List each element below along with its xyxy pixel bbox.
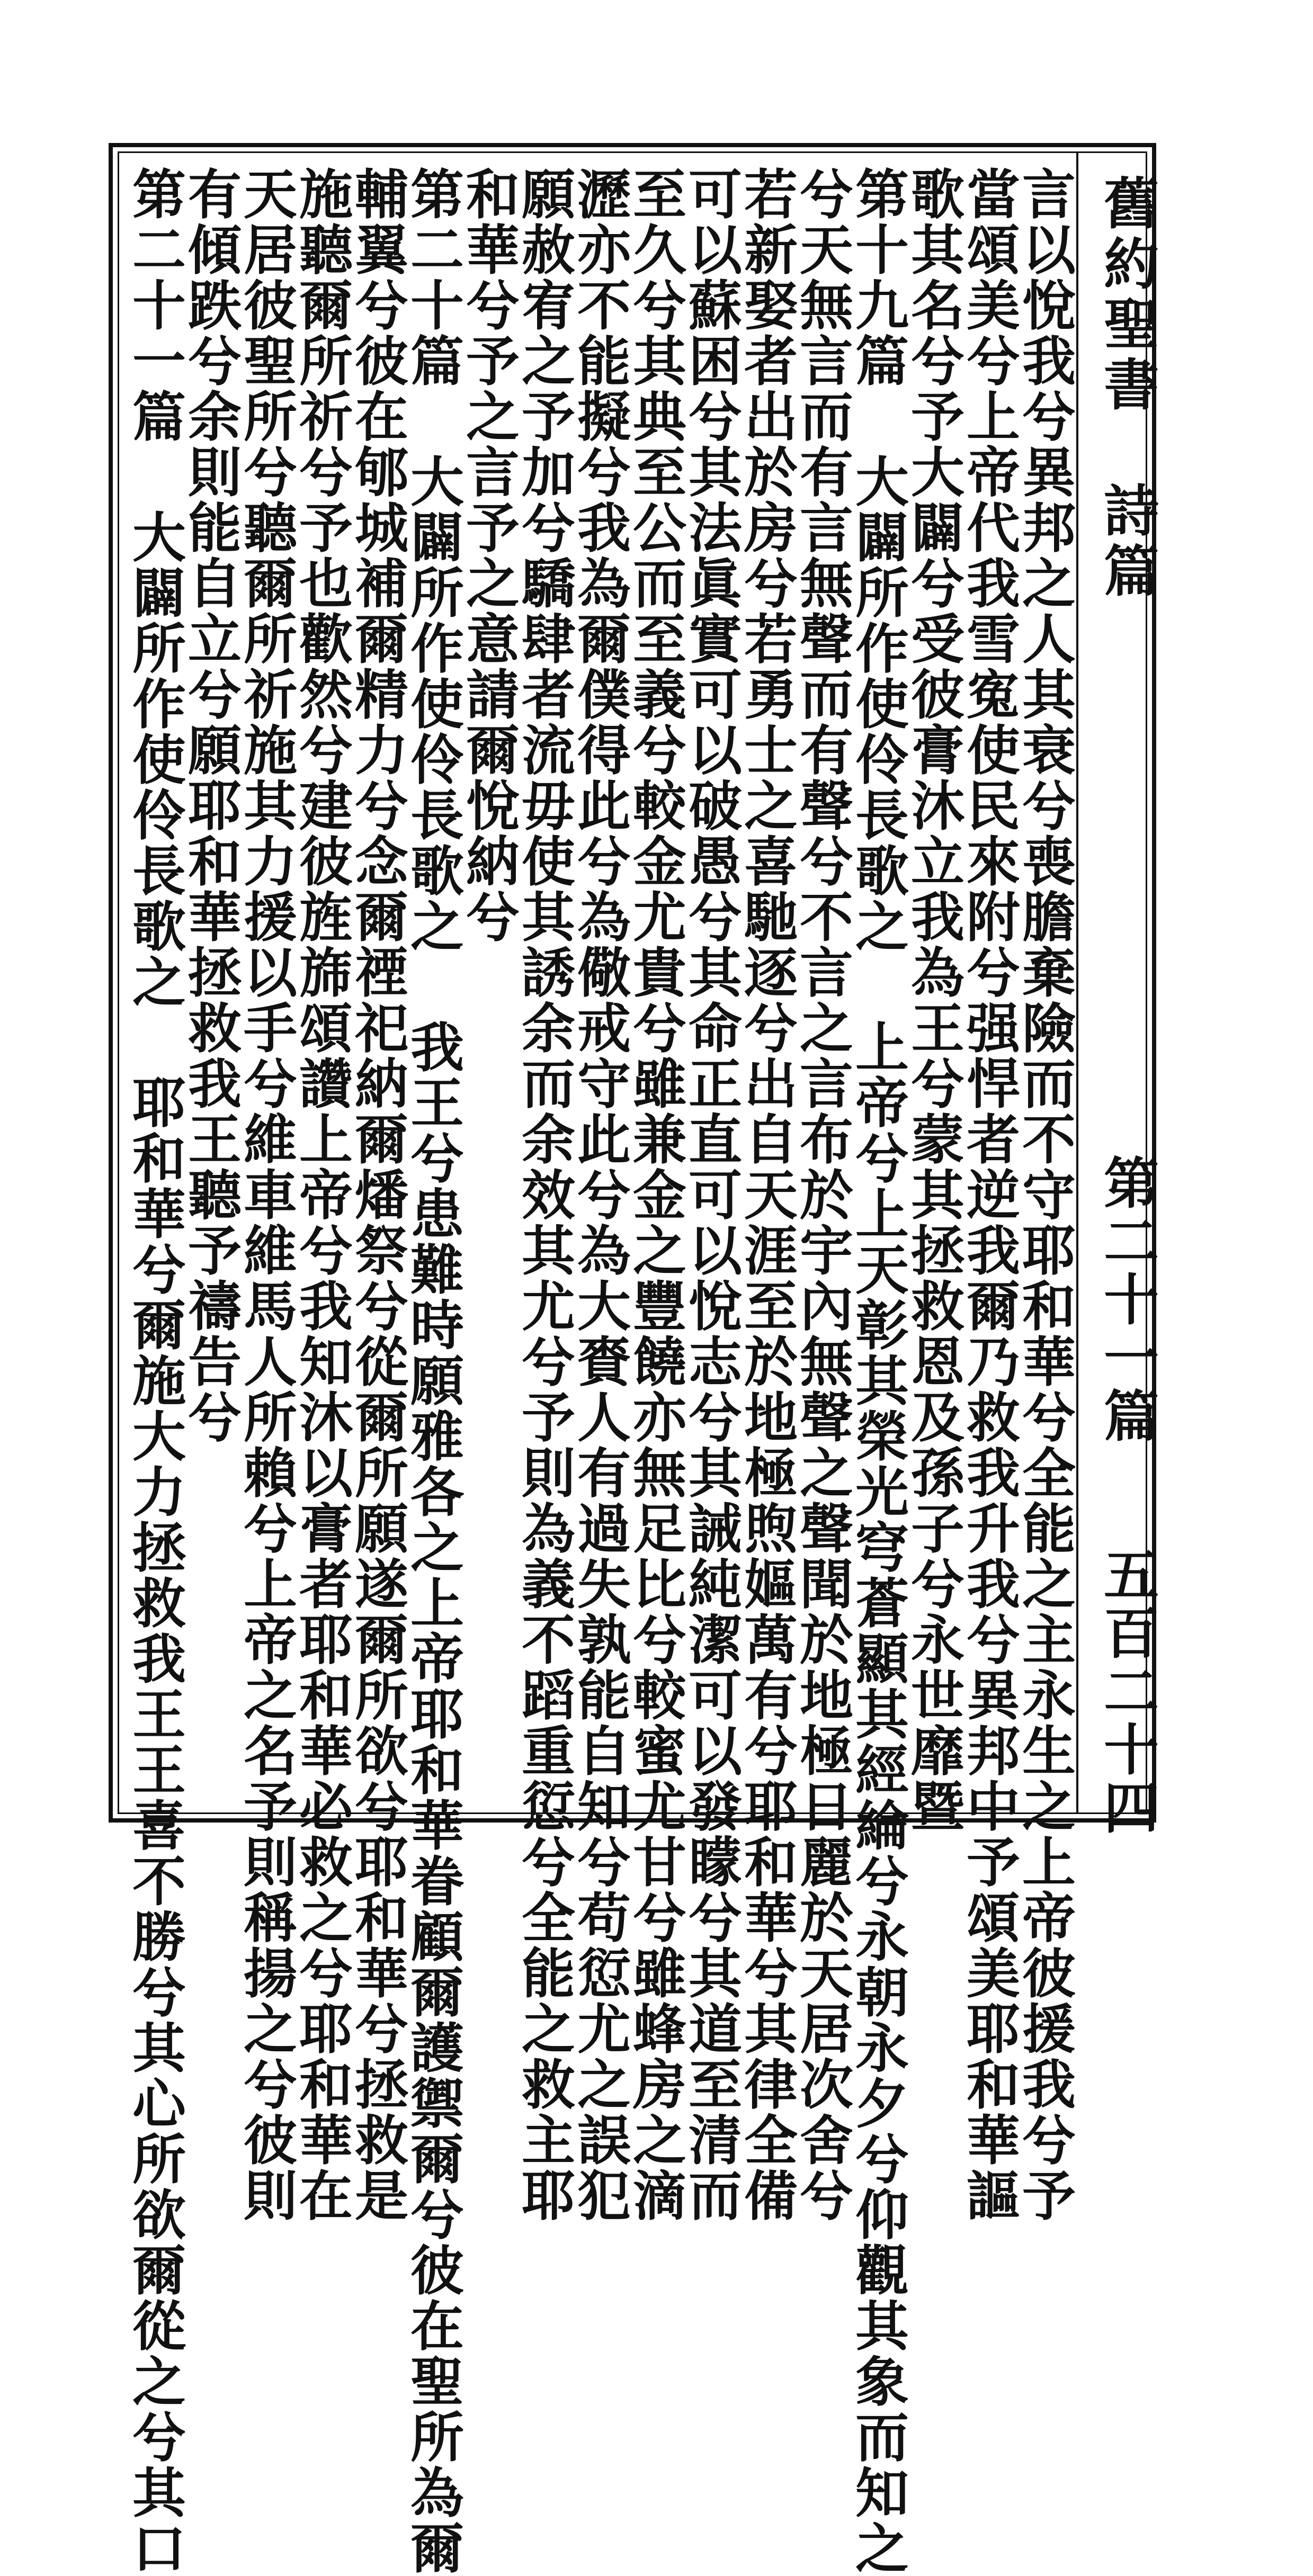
- header-divider: [1076, 151, 1078, 1814]
- text-column: 瀝亦不能擬兮我為爾僕得此兮為儆戒守此兮為大賚人有過失孰能自知兮苟愆尤之誤犯: [568, 166, 631, 2223]
- text-column: 和華兮予之言予之意請爾悅納兮: [457, 166, 520, 945]
- psalm-21-heading-column: 第二十一篇 大闢所作使伶長歌之 耶和華兮爾施大力拯救我王王喜不勝兮其心所欲爾從之兮其口: [123, 166, 186, 2576]
- text-column: 歌其名兮予大闢兮受彼膏沐立我為王兮蒙其拯救恩及孫子兮永世靡暨: [902, 166, 965, 1834]
- text-column: 願赦宥之予加兮驕肆者流毋使其誘余而余效其尤兮予則為義不蹈重愆兮全能之救主耶: [513, 166, 576, 2223]
- text-column: 有傾跌兮余則能自立兮願耶和華拯救我王聽予禱告兮: [179, 166, 242, 1445]
- text-column: 輔翼兮彼在郇城補爾精力兮念爾禋祀納爾燔祭兮從爾所願遂爾所欲兮耶和華兮拯救是: [346, 166, 409, 2223]
- chapter-title: 第二十一篇: [1094, 1154, 1159, 1446]
- text-column: 當頌美兮上帝代我雪寃使民來附兮强悍者逆我爾乃救我升我兮異邦中予頌美耶和華謳: [958, 166, 1021, 2223]
- text-column: 兮天無言而有言無聲而有聲兮不言之言布於宇內無聲之聲聞於地極日麗於天居次舍兮: [791, 166, 854, 2223]
- text-column: 至久兮其典至公而至義兮較金尤貴兮雖兼金之豐饒亦無足比兮較蜜尤甘兮雖蜂房之滴: [624, 166, 687, 2223]
- text-column: 施聽爾所祈兮予也歡然兮建彼旌旆頌讚上帝兮我知沐以膏者耶和華必救之兮耶和華在: [290, 166, 353, 2223]
- book-title: 舊約聖書: [1094, 175, 1159, 416]
- text-column: 天居彼聖所兮聽爾所祈施其力援以手兮維車維馬人所賴兮上帝之名予則稱揚之兮彼則: [235, 166, 298, 2223]
- text-body: [123, 159, 1076, 2576]
- psalm-19-heading-column: 第十九篇 大闢所作使伶長歌之 上帝兮上天彰其榮光穹蒼顯其經綸兮永朝永夕兮仰觀其象而知之: [846, 166, 909, 2576]
- text-column: 若新娶者出於房兮若勇士之喜馳逐兮出自天涯至於地極煦嫗萬有兮耶和華兮其律全備: [735, 166, 798, 2223]
- text-column: 可以蘇困兮其法眞實可以破愚兮其命正直可以悅志兮其誡純潔可以發矇兮其道至清而: [680, 166, 743, 2223]
- section-title: 詩篇: [1094, 482, 1159, 603]
- text-column: 言以悅我兮異邦之人其衰兮喪膽棄險而不守耶和華兮全能之主永生之上帝彼援我兮予: [1013, 166, 1076, 2223]
- page-number: 五百二十四: [1094, 1546, 1159, 1837]
- psalm-20-heading-column: 第二十篇 大闢所作使伶長歌之 我王兮患難時願雅各之上帝耶和華眷顧爾護禦爾兮彼在聖所為爾: [401, 166, 465, 2576]
- running-header: [1080, 159, 1159, 1837]
